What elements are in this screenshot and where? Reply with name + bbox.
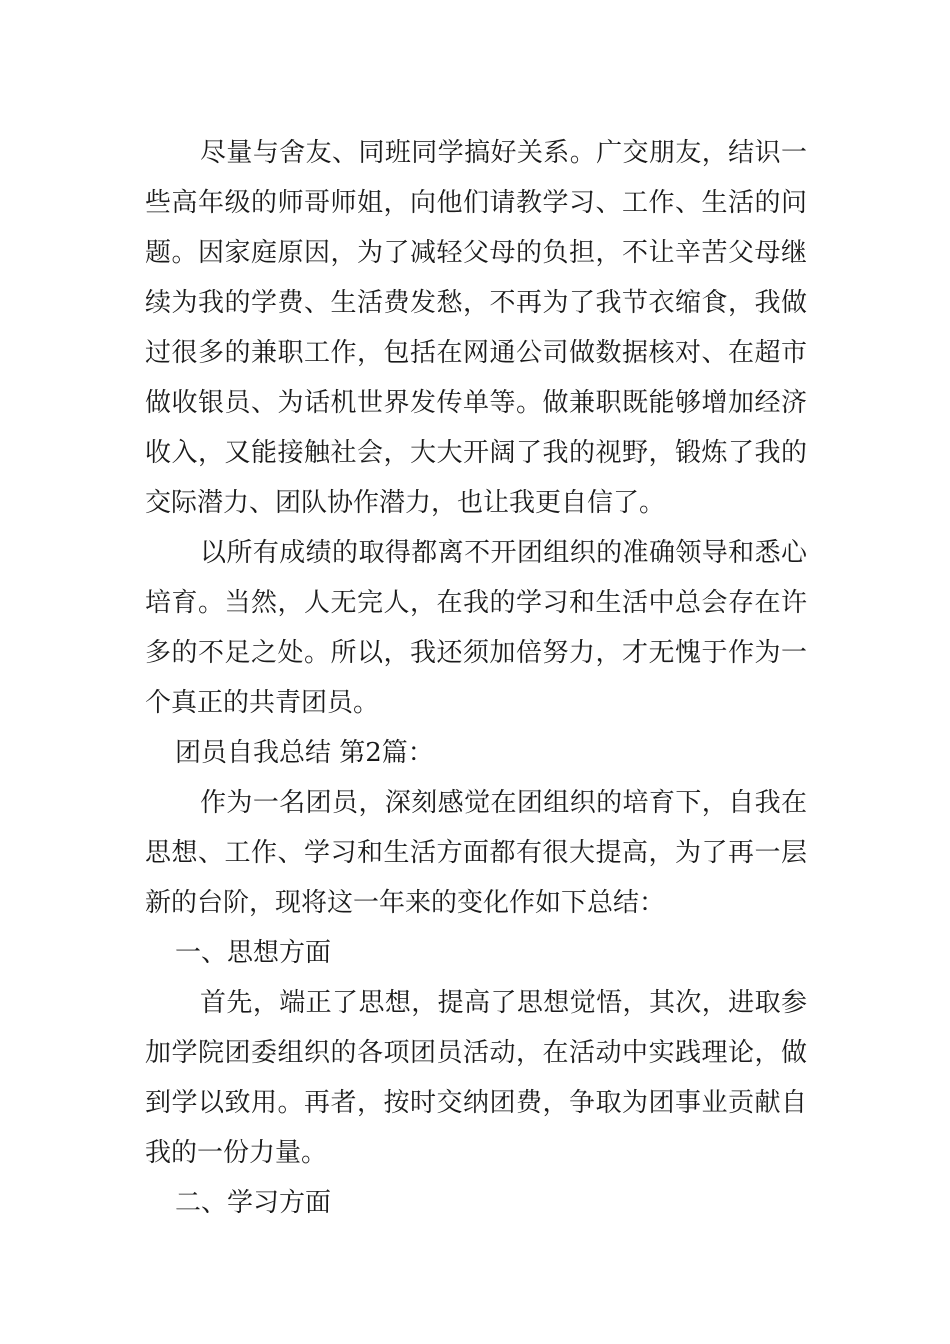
heading-thought: 一、思想方面 xyxy=(175,938,332,968)
paragraph-thought: 首先，端正了思想，提高了思想觉悟，其次，进取参加学院团委组织的各项团员活动，在活动中实践理论，做到学以致用。再者，按时交纳团费，争取为团事业贡献自我的一份力量。 xyxy=(145,988,807,1168)
paragraph-achievements: 以所有成绩的取得都离不开团组织的准确领导和悉心培育。当然，人无完人，在我的学习和生活中总会存在许多的不足之处。所以，我还须加倍努力，才无愧于作为一个真正的共青团员。 xyxy=(145,538,807,718)
paragraph-intro: 作为一名团员，深刻感觉在团组织的培育下，自我在思想、工作、学习和生活方面都有很大提高，为了再一层新的台阶，现将这一年来的变化作如下总结： xyxy=(145,788,807,918)
section-title: 团员自我总结 第2篇： xyxy=(175,738,434,768)
paragraph-part-time-work: 尽量与舍友、同班同学搞好关系。广交朋友，结识一些高年级的师哥师姐，向他们请教学习、工作、生活的问题。因家庭原因，为了减轻父母的负担，不让辛苦父母继续为我的学费、生活费发愁，不再为了我节衣缩食，我做过很多的兼职工作，包括在网通公司做数据核对、在超市做收银员、为话机世界发传单等。做兼职既能够增加经济收入，又能接触社会，大大开阔了我的视野，锻炼了我的交际潜力、团队协作潜力，也让我更自信了。 xyxy=(145,138,807,518)
heading-study: 二、学习方面 xyxy=(175,1188,332,1218)
document-body xyxy=(145,128,807,1228)
